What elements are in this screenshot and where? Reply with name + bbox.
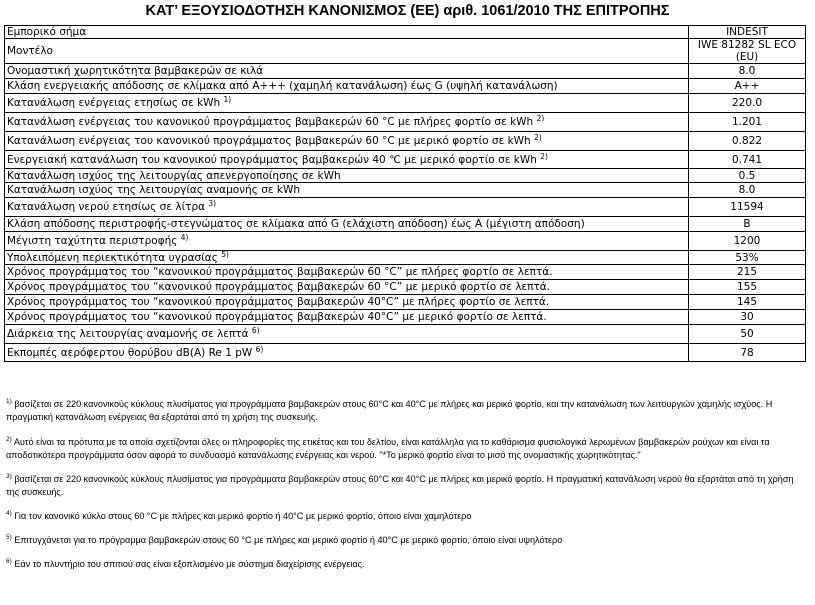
footnote-ref: 3)	[208, 199, 217, 208]
table-row	[5, 232, 806, 251]
row-label-cell	[5, 113, 689, 132]
row-value: 220.0	[689, 94, 806, 113]
row-label-cell	[5, 325, 689, 344]
footnote-ref: 2)	[534, 133, 542, 142]
row-label-cell	[5, 232, 689, 251]
table-row	[5, 64, 806, 79]
footnote-ref: 4)	[180, 233, 189, 242]
row-value: INDESIT	[689, 26, 806, 39]
row-label: Κλάση απόδοσης περιστροφής-στεγνώματος σε κλίμακα από G (ελάχιστη απόδοση) έως A (μέγιστη απόδοση)	[7, 218, 585, 230]
footnote-text: βασίζεται σε 220 κανονικούς κύκλους πλυσίματος για προγράμματα βαμβακερών στους 60°C και 40°C με πλήρες και μερικό φορτίο. Η πραγματική κατανάλωση νερού θα εξαρτάται από τη χρήση της συσκευής.	[6, 474, 794, 497]
row-label: Κατανάλωση ενέργειας ετησίως σε kWh	[7, 97, 221, 109]
row-value: 145	[689, 295, 806, 310]
footnote	[6, 534, 806, 547]
footnote-ref: 6)	[255, 344, 264, 354]
footnote-text: βασίζεται σε 220 κανονικούς κύκλους πλυσίματος για προγράμματα βαμβακερών στους 60°C και 40°C με πλήρες και μερικό φορτίο, και την κατανάλωση των λειτουργιών χαμηλής ισχύος. Η πραγματική κατανάλωση ενέργειας θα εξαρτάται από τη χρήση της συσκευής.	[6, 399, 773, 422]
row-value: 155	[689, 280, 806, 295]
row-value: 8.0	[689, 183, 806, 198]
row-value: 78	[689, 344, 806, 362]
row-label-cell	[5, 251, 689, 265]
footnote-number: 2)	[6, 436, 12, 443]
row-label: Ονομαστική χωρητικότητα βαμβακερών σε κιλά	[7, 65, 264, 77]
row-value: 11594	[689, 198, 806, 217]
row-label-cell	[5, 39, 689, 64]
table-row	[5, 169, 806, 183]
row-value: B	[689, 217, 806, 232]
row-label: Εμπορικό σήμα	[7, 26, 87, 38]
footnote-number: 1)	[6, 398, 12, 405]
footnote-ref: 2)	[540, 151, 548, 161]
row-label-cell	[5, 169, 689, 183]
specifications-body	[5, 26, 806, 362]
row-value: 0.822	[689, 132, 806, 151]
footnote-ref: 6)	[251, 326, 260, 335]
row-value: 1.201	[689, 113, 806, 132]
document-title: ΚΑΤ’ ΕΞΟΥΣΙΟΔΟΤΗΣΗ ΚΑΝΟΝΙΣΜΟΣ (ΕΕ) αριθ. 1061/2010 ΤΗΣ ΕΠΙΤΡΟΠΗΣ	[145, 3, 670, 19]
row-value: 0.5	[689, 169, 806, 183]
table-row	[5, 280, 806, 295]
row-value: IWE 81282 SL ECO (EU)	[689, 39, 806, 64]
table-row	[5, 79, 806, 94]
table-row	[5, 295, 806, 310]
row-label: Κατανάλωση νερού ετησίως σε λίτρα	[7, 201, 206, 213]
table-row	[5, 94, 806, 113]
row-label: Χρόνος προγράμματος του “κανονικού προγράμματος βαμβακερών 40°C” με πλήρες φορτίο σε λεπτά.	[7, 296, 550, 308]
row-label-cell	[5, 310, 689, 325]
footnote-text: Για τον κανονικό κύκλο στους 60 °C με πλήρες και μερικό φορτίο ή 40°C με μερικό φορτίο, όποιο είναι χαμηλότερο	[14, 511, 472, 521]
row-label: Χρόνος προγράμματος του “κανονικού προγράμματος βαμβακερών 40°C” με μερικό φορτίο σε λεπτά.	[7, 311, 547, 323]
table-row	[5, 251, 806, 265]
footnote-text: Εάν το πλυντήριο του σπιτιού σας είναι εξοπλισμένο με σύστημα διαχείρισης ενέργειας.	[14, 559, 365, 569]
row-label: Κατανάλωση ενέργειας του κανονικού προγράμματος βαμβακερών 60 °C με πλήρες φορτίο σε kWh	[7, 116, 534, 128]
table-row	[5, 198, 806, 217]
row-label-cell	[5, 26, 689, 39]
row-value: A++	[689, 79, 806, 94]
row-label: Κατανάλωση ενέργειας του κανονικού προγράμματος βαμβακερών 60 °C με μερικό φορτίο σε kWh	[7, 135, 531, 147]
footnote-ref: 2)	[536, 114, 545, 123]
row-label-cell	[5, 79, 689, 94]
row-label-cell	[5, 295, 689, 310]
table-row	[5, 39, 806, 64]
row-label-cell	[5, 94, 689, 113]
footnote	[6, 473, 806, 499]
footnote	[6, 398, 806, 424]
row-value: 0.741	[689, 151, 806, 169]
row-value: 50	[689, 325, 806, 344]
row-label: Υπολειπόμενη περιεκτικότητα υγρασίας	[7, 251, 218, 264]
row-label: Χρόνος προγράμματος του “κανονικού προγράμματος βαμβακερών 60 °C” με πλήρες φορτίο σε λεπτά.	[7, 266, 553, 278]
row-label: Μοντέλο	[7, 45, 53, 57]
footnote-ref: 5)	[221, 250, 229, 259]
table-row	[5, 310, 806, 325]
table-row	[5, 265, 806, 280]
footnote	[6, 436, 806, 462]
table-row	[5, 113, 806, 132]
row-label-cell	[5, 265, 689, 280]
row-value: 215	[689, 265, 806, 280]
footnote-number: 5)	[6, 534, 12, 541]
row-label-cell	[5, 344, 689, 362]
footnote	[6, 558, 806, 571]
table-row	[5, 151, 806, 169]
row-label: Κατανάλωση ισχύος της λειτουργίας απενεργοποίησης σε kWh	[7, 169, 341, 182]
footnote	[6, 510, 806, 523]
row-label: Ενεργειακή κατανάλωση του κανονικού προγράμματος βαμβακερών 40 ℃ με μερικό φορτίο σε kWh	[7, 153, 537, 166]
row-label-cell	[5, 151, 689, 169]
row-label-cell	[5, 198, 689, 217]
footnotes	[6, 398, 806, 571]
footnote-number: 4)	[6, 510, 12, 517]
row-label: Μέγιστη ταχύτητα περιστροφής	[7, 235, 178, 247]
footnote-ref: 1)	[223, 95, 232, 104]
row-value: 1200	[689, 232, 806, 251]
row-value: 53%	[689, 251, 806, 265]
row-label: Χρόνος προγράμματος του “κανονικού προγράμματος βαμβακερών 60 °C” με μερικό φορτίο σε λεπτά.	[7, 281, 551, 293]
row-label: Διάρκεια της λειτουργίας αναμονής σε λεπτά	[7, 328, 249, 340]
row-value: 30	[689, 310, 806, 325]
table-row	[5, 344, 806, 362]
table-row	[5, 132, 806, 151]
specifications-table	[4, 25, 806, 362]
footnote-number: 3)	[6, 473, 12, 480]
row-label: Κατανάλωση ισχύος της λειτουργίας αναμονής σε kWh	[7, 184, 300, 196]
table-row	[5, 325, 806, 344]
row-label-cell	[5, 183, 689, 198]
footnote-text: Αυτό είναι τα πρότυπα με τα οποία σχετίζονται όλες οι πληροφορίες της ετικέτας και του δελτίου, είναι κατάλληλα για το καθάρισμα φυσιολογικά λερωμένων βαμβακερών ρούχων και είναι τα αποδοτικότερα προγράμματα όσον αφορά το συνδυασμό κατανάλωσης ενέργειας και νερού. "*Το μερικό φορτίο είναι το μισό της ονομαστικής χωρητικότητας."	[6, 437, 770, 460]
table-row	[5, 26, 806, 39]
table-row	[5, 217, 806, 232]
row-label-cell	[5, 132, 689, 151]
row-label-cell	[5, 64, 689, 79]
row-label-cell	[5, 217, 689, 232]
row-value: 8.0	[689, 64, 806, 79]
row-label: Κλάση ενεργειακής απόδοσης σε κλίμακα από A+++ (χαμηλή κατανάλωση) έως G (υψηλή κατανάλωση)	[7, 80, 558, 92]
row-label: Εκπομπές αερόφερτου θορύβου dB(A) Re 1 pW	[7, 346, 253, 359]
table-row	[5, 183, 806, 198]
footnote-text: Επιτυγχάνεται για το πρόγραμμα βαμβακερών στους 60 °C με πλήρες και μερικό φορτίο ή 40°C με μερικό φορτίο, όποιο είναι υψηλότερο	[14, 535, 563, 545]
footnote-number: 6)	[6, 558, 12, 565]
row-label-cell	[5, 280, 689, 295]
